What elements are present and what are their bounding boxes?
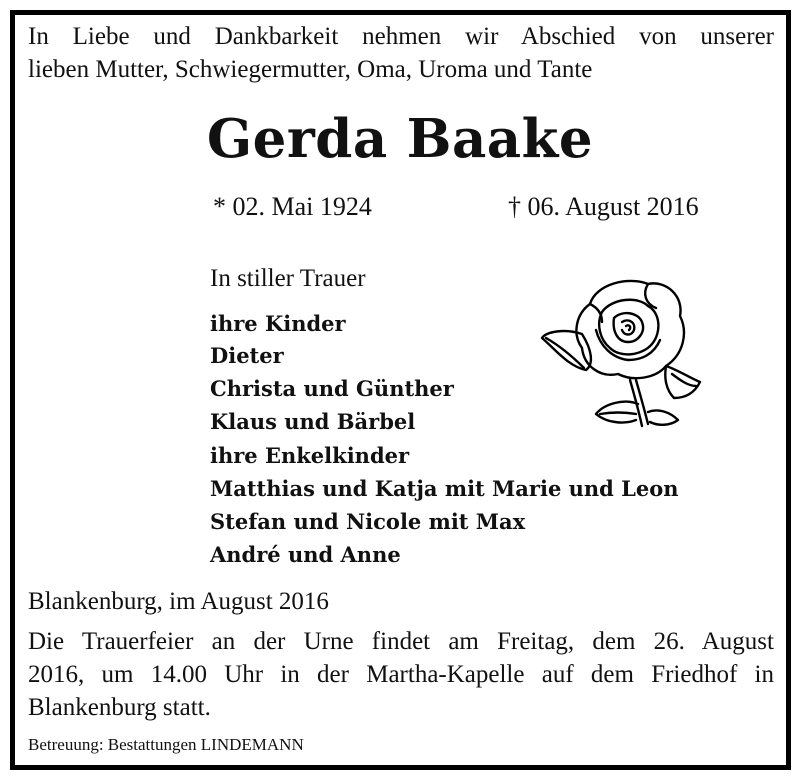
intro-line-2: lieben Mutter, Schwiegermutter, Oma, Uroma und Tante — [28, 56, 593, 83]
mourner-line: Christa und Günther — [210, 376, 454, 401]
deceased-name: Gerda Baake — [206, 108, 594, 170]
mourner-line: ihre Enkelkinder — [210, 443, 410, 468]
mourner-line: Klaus und Bärbel — [210, 409, 416, 434]
undertaker-credit: Betreuung: Bestattungen LINDEMANN — [28, 735, 304, 754]
place-date: Blankenburg, im August 2016 — [28, 588, 329, 615]
death-date: † 06. August 2016 — [508, 192, 699, 221]
mourner-line: ihre Kinder — [210, 311, 346, 336]
intro-line-1: In Liebe und Dankbarkeit nehmen wir Abschied von unserer — [28, 23, 774, 50]
mourner-line: Stefan und Nicole mit Max — [210, 509, 526, 534]
mourning-intro: In stiller Trauer — [210, 265, 366, 292]
birth-date: * 02. Mai 1924 — [213, 192, 372, 221]
mourner-line: Matthias und Katja mit Marie und Leon — [210, 476, 679, 501]
mourner-line: André und Anne — [210, 542, 401, 567]
mourner-line: Dieter — [210, 343, 284, 368]
ceremony-line-2: 2016, um 14.00 Uhr in der Martha-Kapelle auf dem Friedhof in — [28, 661, 774, 688]
ceremony-line-1: Die Trauerfeier an der Urne findet am Freitag, dem 26. August — [28, 628, 774, 655]
rose-icon — [538, 274, 708, 439]
ceremony-line-3: Blankenburg statt. — [28, 694, 211, 721]
